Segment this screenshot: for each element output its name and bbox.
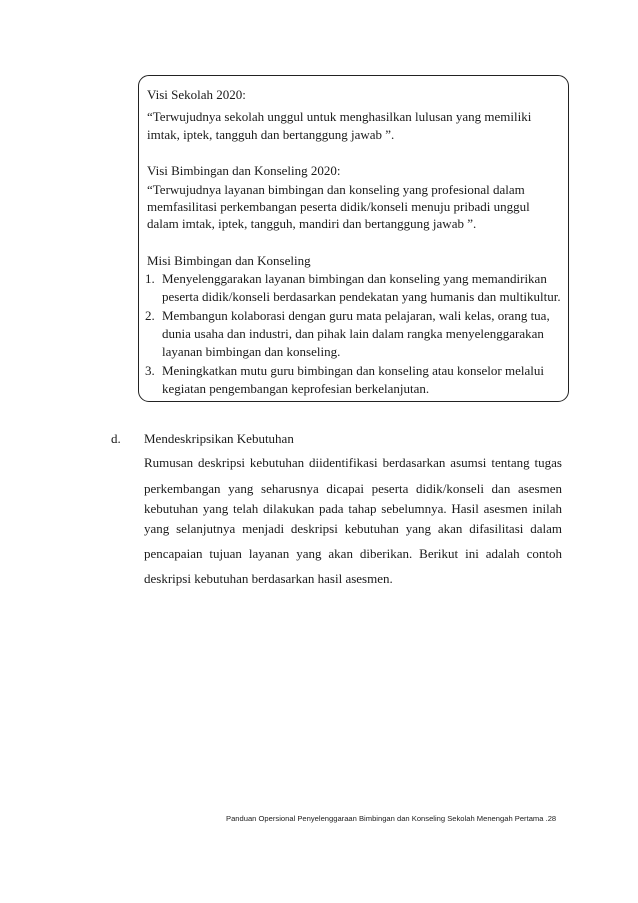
paragraph-line: deskripsi kebutuhan berdasarkan hasil asesmen. (144, 571, 393, 586)
paragraph-line: perkembangan yang seharusnya dicapai peserta didik/konseli dan asesmen (144, 481, 562, 496)
paragraph-line: Rumusan deskripsi kebutuhan diidentifikasi berdasarkan asumsi tentang tugas (144, 455, 562, 470)
misi-item-number: 3. (145, 363, 155, 378)
misi-item-line: kegiatan pengembangan keprofesian berkelanjutan. (162, 381, 430, 396)
misi-bk-heading: Misi Bimbingan dan Konseling (147, 253, 311, 268)
paragraph-line: pencapaian tujuan layanan yang akan diberikan. Berikut ini adalah contoh (144, 546, 562, 561)
misi-item-number: 2. (145, 308, 155, 323)
paragraph-line: kebutuhan yang telah dilakukan pada tahap sebelumnya. Hasil asesmen inilah (144, 501, 562, 516)
visi-bk-line: dalam imtak, iptek, tangguh, mandiri dan bertanggung jawab ”. (147, 216, 477, 231)
misi-item-line: layanan bimbingan dan konseling. (162, 344, 341, 359)
visi-sekolah-heading: Visi Sekolah 2020: (147, 87, 246, 102)
visi-sekolah-line: imtak, iptek, tangguh dan bertanggung jawab ”. (147, 127, 395, 142)
section-heading: Mendeskripsikan Kebutuhan (144, 431, 294, 446)
paragraph-line: yang selanjutnya menjadi deskripsi kebutuhan yang akan difasilitasi dalam (144, 521, 562, 536)
visi-bk-line: memfasilitasi perkembangan peserta didik/konseli menuju pribadi unggul (147, 199, 530, 214)
section-label: d. (111, 431, 121, 446)
misi-item-line: Meningkatkan mutu guru bimbingan dan konseling atau konselor melalui (162, 363, 544, 378)
page-footer: Panduan Opersional Penyelenggaraan Bimbingan dan Konseling Sekolah Menengah Pertama .28 (226, 814, 557, 823)
visi-bk-heading: Visi Bimbingan dan Konseling 2020: (147, 163, 341, 178)
visi-sekolah-line: “Terwujudnya sekolah unggul untuk menghasilkan lulusan yang memiliki (147, 109, 532, 124)
misi-item-line: peserta didik/konseli berdasarkan pendekatan yang humanis dan multikultur. (162, 289, 561, 304)
misi-item-number: 1. (145, 271, 155, 286)
visi-bk-line: “Terwujudnya layanan bimbingan dan konseling yang profesional dalam (147, 182, 525, 197)
misi-item-line: Menyelenggarakan layanan bimbingan dan konseling yang memandirikan (162, 271, 547, 286)
misi-item-line: dunia usaha dan industri, dan pihak lain dalam rangka menyelenggarakan (162, 326, 544, 341)
misi-item-line: Membangun kolaborasi dengan guru mata pelajaran, wali kelas, orang tua, (162, 308, 550, 323)
